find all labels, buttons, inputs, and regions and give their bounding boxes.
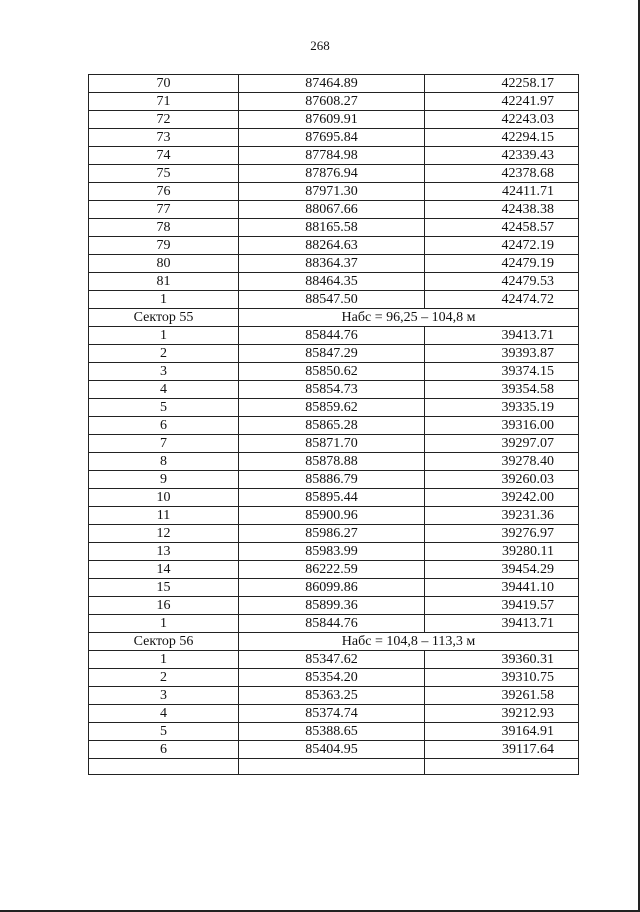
x-coordinate: 85859.62 xyxy=(239,399,425,417)
x-coordinate: 85844.76 xyxy=(239,615,425,633)
x-coordinate: 88547.50 xyxy=(239,291,425,309)
point-number: 6 xyxy=(89,741,239,759)
point-number: 3 xyxy=(89,363,239,381)
y-coordinate: 39164.91 xyxy=(425,723,579,741)
x-coordinate: 85844.76 xyxy=(239,327,425,345)
table-row xyxy=(89,93,579,111)
point-number: 10 xyxy=(89,489,239,507)
y-coordinate: 39276.97 xyxy=(425,525,579,543)
empty-cell xyxy=(425,759,579,775)
table-row xyxy=(89,129,579,147)
sector-height-range: Набс = 96,25 – 104,8 м xyxy=(239,309,579,327)
point-number: 78 xyxy=(89,219,239,237)
y-coordinate: 39413.71 xyxy=(425,327,579,345)
x-coordinate: 88067.66 xyxy=(239,201,425,219)
y-coordinate: 39374.15 xyxy=(425,363,579,381)
x-coordinate: 85847.29 xyxy=(239,345,425,363)
point-number: 4 xyxy=(89,705,239,723)
y-coordinate: 39278.40 xyxy=(425,453,579,471)
coordinates-table xyxy=(88,74,579,775)
x-coordinate: 86222.59 xyxy=(239,561,425,579)
x-coordinate: 85347.62 xyxy=(239,651,425,669)
point-number: 81 xyxy=(89,273,239,291)
x-coordinate: 88264.63 xyxy=(239,237,425,255)
point-number: 15 xyxy=(89,579,239,597)
empty-cell xyxy=(239,759,425,775)
x-coordinate: 88364.37 xyxy=(239,255,425,273)
table-row xyxy=(89,507,579,525)
table-row xyxy=(89,201,579,219)
sector-header-row xyxy=(89,633,579,651)
x-coordinate: 87784.98 xyxy=(239,147,425,165)
point-number: 1 xyxy=(89,615,239,633)
table-row xyxy=(89,561,579,579)
point-number: 5 xyxy=(89,399,239,417)
point-number: 2 xyxy=(89,345,239,363)
y-coordinate: 42438.38 xyxy=(425,201,579,219)
point-number: 9 xyxy=(89,471,239,489)
y-coordinate: 39212.93 xyxy=(425,705,579,723)
point-number: 1 xyxy=(89,651,239,669)
x-coordinate: 85404.95 xyxy=(239,741,425,759)
table-row xyxy=(89,381,579,399)
point-number: 75 xyxy=(89,165,239,183)
y-coordinate: 39316.00 xyxy=(425,417,579,435)
x-coordinate: 86099.86 xyxy=(239,579,425,597)
y-coordinate: 42378.68 xyxy=(425,165,579,183)
x-coordinate: 87971.30 xyxy=(239,183,425,201)
y-coordinate: 39231.36 xyxy=(425,507,579,525)
y-coordinate: 39413.71 xyxy=(425,615,579,633)
point-number: 12 xyxy=(89,525,239,543)
point-number: 1 xyxy=(89,291,239,309)
y-coordinate: 42472.19 xyxy=(425,237,579,255)
table-row xyxy=(89,273,579,291)
empty-cell xyxy=(89,759,239,775)
point-number: 77 xyxy=(89,201,239,219)
x-coordinate: 87464.89 xyxy=(239,75,425,93)
table-row xyxy=(89,111,579,129)
coordinates-table-body xyxy=(89,75,579,775)
point-number: 14 xyxy=(89,561,239,579)
x-coordinate: 85354.20 xyxy=(239,669,425,687)
x-coordinate: 85983.99 xyxy=(239,543,425,561)
x-coordinate: 85388.65 xyxy=(239,723,425,741)
table-row xyxy=(89,327,579,345)
table-row xyxy=(89,651,579,669)
point-number: 1 xyxy=(89,327,239,345)
point-number: 5 xyxy=(89,723,239,741)
y-coordinate: 42479.53 xyxy=(425,273,579,291)
table-row xyxy=(89,525,579,543)
table-row xyxy=(89,435,579,453)
y-coordinate: 42243.03 xyxy=(425,111,579,129)
table-row xyxy=(89,723,579,741)
point-number: 8 xyxy=(89,453,239,471)
x-coordinate: 85878.88 xyxy=(239,453,425,471)
y-coordinate: 42339.43 xyxy=(425,147,579,165)
table-row xyxy=(89,399,579,417)
x-coordinate: 85865.28 xyxy=(239,417,425,435)
point-number: 74 xyxy=(89,147,239,165)
table-row xyxy=(89,165,579,183)
y-coordinate: 39393.87 xyxy=(425,345,579,363)
point-number: 76 xyxy=(89,183,239,201)
table-row xyxy=(89,543,579,561)
x-coordinate: 85899.36 xyxy=(239,597,425,615)
table-row xyxy=(89,75,579,93)
y-coordinate: 42474.72 xyxy=(425,291,579,309)
table-row xyxy=(89,471,579,489)
table-row xyxy=(89,345,579,363)
y-coordinate: 39354.58 xyxy=(425,381,579,399)
table-row xyxy=(89,363,579,381)
point-number: 73 xyxy=(89,129,239,147)
y-coordinate: 39260.03 xyxy=(425,471,579,489)
point-number: 72 xyxy=(89,111,239,129)
point-number: 2 xyxy=(89,669,239,687)
x-coordinate: 88165.58 xyxy=(239,219,425,237)
y-coordinate: 39360.31 xyxy=(425,651,579,669)
x-coordinate: 87876.94 xyxy=(239,165,425,183)
point-number: 3 xyxy=(89,687,239,705)
x-coordinate: 85895.44 xyxy=(239,489,425,507)
x-coordinate: 87609.91 xyxy=(239,111,425,129)
y-coordinate: 42258.17 xyxy=(425,75,579,93)
x-coordinate: 85850.62 xyxy=(239,363,425,381)
table-row xyxy=(89,597,579,615)
y-coordinate: 39419.57 xyxy=(425,597,579,615)
y-coordinate: 42458.57 xyxy=(425,219,579,237)
point-number: 71 xyxy=(89,93,239,111)
table-row xyxy=(89,579,579,597)
y-coordinate: 42294.15 xyxy=(425,129,579,147)
point-number: 11 xyxy=(89,507,239,525)
x-coordinate: 85900.96 xyxy=(239,507,425,525)
x-coordinate: 85986.27 xyxy=(239,525,425,543)
table-row xyxy=(89,183,579,201)
y-coordinate: 39335.19 xyxy=(425,399,579,417)
table-row xyxy=(89,489,579,507)
table-row xyxy=(89,741,579,759)
x-coordinate: 85886.79 xyxy=(239,471,425,489)
table-row xyxy=(89,453,579,471)
y-coordinate: 42411.71 xyxy=(425,183,579,201)
table-row xyxy=(89,219,579,237)
x-coordinate: 87695.84 xyxy=(239,129,425,147)
table-row xyxy=(89,615,579,633)
y-coordinate: 39261.58 xyxy=(425,687,579,705)
table-row xyxy=(89,417,579,435)
y-coordinate: 39297.07 xyxy=(425,435,579,453)
y-coordinate: 39242.00 xyxy=(425,489,579,507)
table-row xyxy=(89,687,579,705)
sector-name: Сектор 55 xyxy=(89,309,239,327)
y-coordinate: 39310.75 xyxy=(425,669,579,687)
table-row xyxy=(89,705,579,723)
sector-height-range: Набс = 104,8 – 113,3 м xyxy=(239,633,579,651)
x-coordinate: 87608.27 xyxy=(239,93,425,111)
point-number: 80 xyxy=(89,255,239,273)
point-number: 16 xyxy=(89,597,239,615)
point-number: 6 xyxy=(89,417,239,435)
y-coordinate: 39454.29 xyxy=(425,561,579,579)
point-number: 7 xyxy=(89,435,239,453)
y-coordinate: 39280.11 xyxy=(425,543,579,561)
sector-name: Сектор 56 xyxy=(89,633,239,651)
x-coordinate: 88464.35 xyxy=(239,273,425,291)
table-row xyxy=(89,669,579,687)
y-coordinate: 39441.10 xyxy=(425,579,579,597)
y-coordinate: 42479.19 xyxy=(425,255,579,273)
point-number: 4 xyxy=(89,381,239,399)
table-row xyxy=(89,291,579,309)
table-row-empty xyxy=(89,759,579,775)
x-coordinate: 85374.74 xyxy=(239,705,425,723)
point-number: 13 xyxy=(89,543,239,561)
y-coordinate: 39117.64 xyxy=(425,741,579,759)
x-coordinate: 85363.25 xyxy=(239,687,425,705)
table-row xyxy=(89,255,579,273)
point-number: 79 xyxy=(89,237,239,255)
sector-header-row xyxy=(89,309,579,327)
page-number: 268 xyxy=(310,38,330,53)
table-row xyxy=(89,147,579,165)
point-number: 70 xyxy=(89,75,239,93)
x-coordinate: 85854.73 xyxy=(239,381,425,399)
x-coordinate: 85871.70 xyxy=(239,435,425,453)
table-row xyxy=(89,237,579,255)
y-coordinate: 42241.97 xyxy=(425,93,579,111)
